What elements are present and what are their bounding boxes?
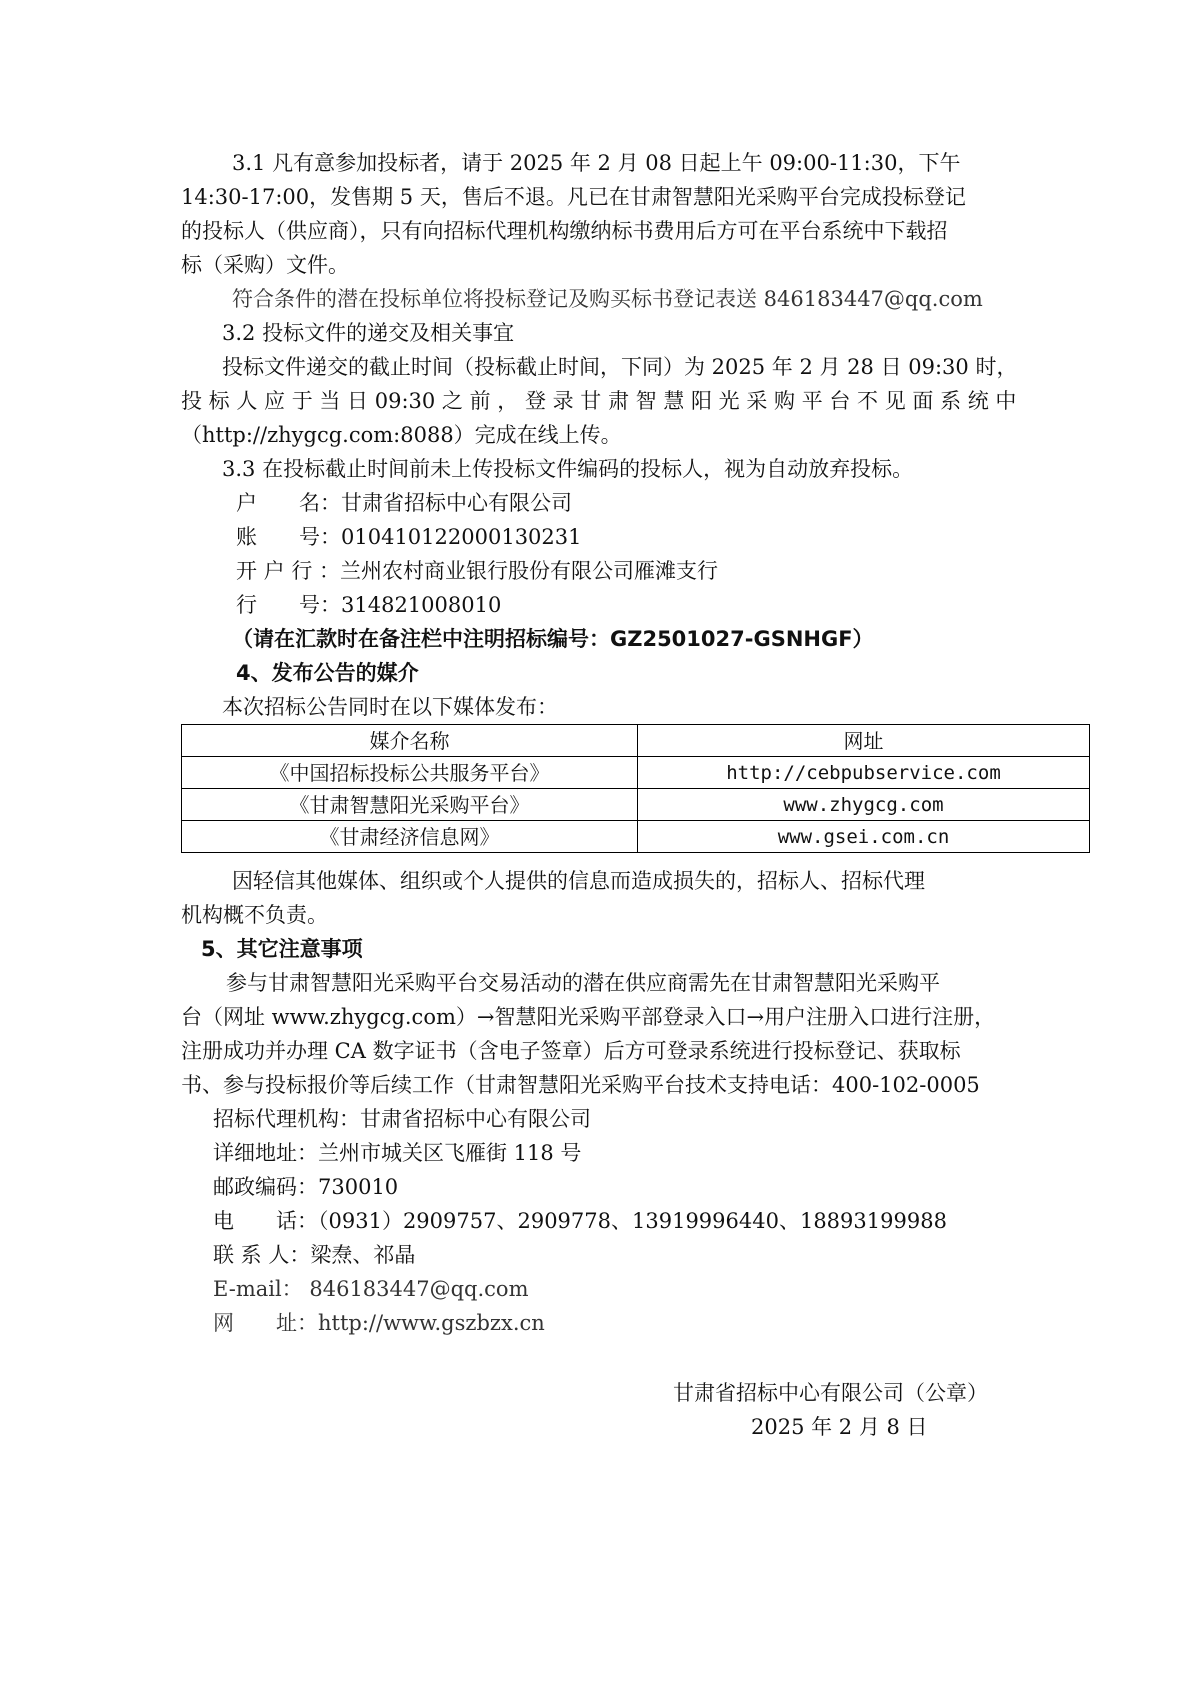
- para-3-1-line2: 14:30-17:00，发售期 5 天，售后不退。凡已在甘肃智慧阳光采购平台完成投标登记: [181, 185, 966, 209]
- section-5-line2: 台（网址 www.zhygcg.com）→智慧阳光采购平部登录入口→用户注册入口进行注册，: [181, 1005, 996, 1029]
- header-media-name: 媒介名称: [182, 725, 638, 757]
- media-table: [181, 724, 1090, 853]
- section-5-line4: 书、参与投标报价等后续工作（甘肃智慧阳光采购平台技术支持电话：400-102-0005: [181, 1073, 980, 1097]
- register-note: 符合条件的潜在投标单位将投标登记及购买标书登记表送 846183447@qq.com: [232, 287, 983, 311]
- table-row: [182, 821, 1090, 853]
- para-3-2-title: 3.2 投标文件的递交及相关事宜: [222, 321, 515, 345]
- para-3-2-line3: （http://zhygcg.com:8088）完成在线上传。: [181, 423, 622, 447]
- signature-org: 甘肃省招标中心有限公司（公章）: [673, 1381, 988, 1405]
- section-5-line1: 参与甘肃智慧阳光采购平台交易活动的潜在供应商需先在甘肃智慧阳光采购平: [226, 971, 940, 995]
- media-name-cell: 《甘肃经济信息网》: [182, 821, 638, 853]
- para-3-1-line3: 的投标人（供应商），只有向招标代理机构缴纳标书费用后方可在平台系统中下载招: [181, 219, 948, 243]
- para-3-3: 3.3 在投标截止时间前未上传投标文件编码的投标人，视为自动放弃投标。: [222, 457, 914, 481]
- bank-number: 行 号：314821008010: [236, 593, 502, 617]
- table-row: [182, 757, 1090, 789]
- para-3-1-line4: 标（采购）文件。: [181, 253, 349, 277]
- section-5-title: 5、其它注意事项: [201, 937, 363, 961]
- agency-postcode: 邮政编码：730010: [213, 1175, 399, 1199]
- remittance-remark: （请在汇款时在备注栏中注明招标编号：GZ2501027-GSNHGF）: [232, 627, 874, 651]
- section-4-title: 4、发布公告的媒介: [236, 661, 419, 685]
- header-website: 网址: [638, 725, 1090, 757]
- media-url-cell: www.zhygcg.com: [638, 789, 1090, 821]
- para-3-2-line2: 投 标 人 应 于 当 日 09:30 之 前 ， 登 录 甘 肃 智 慧 阳 光 采 购 平 台 不 见 面 系 统 中: [181, 389, 1017, 413]
- disclaimer-line2: 机构概不负责。: [181, 903, 328, 927]
- media-table-header: [182, 725, 1090, 757]
- agency-contact-person: 联 系 人：梁焘、祁晶: [213, 1243, 416, 1267]
- disclaimer-line1: 因轻信其他媒体、组织或个人提供的信息而造成损失的，招标人、招标代理: [232, 869, 925, 893]
- para-3-2-line1: 投标文件递交的截止时间（投标截止时间，下同）为 2025 年 2 月 28 日 09:30 时，: [222, 355, 1018, 379]
- signature-date: 2025 年 2 月 8 日: [751, 1415, 928, 1439]
- section-5-line3: 注册成功并办理 CA 数字证书（含电子签章）后方可登录系统进行投标登记、获取标: [181, 1039, 961, 1063]
- media-url-cell: http://cebpubservice.com: [638, 757, 1090, 789]
- agency-address: 详细地址：兰州市城关区飞雁街 118 号: [213, 1141, 582, 1165]
- agency-website: 网 址：http://www.gszbzx.cn: [213, 1311, 545, 1335]
- account-number: 账 号：010410122000130231: [236, 525, 582, 549]
- account-name: 户 名：甘肃省招标中心有限公司: [236, 491, 572, 515]
- media-name-cell: 《中国招标投标公共服务平台》: [182, 757, 638, 789]
- table-row: [182, 789, 1090, 821]
- para-3-1-line1: 3.1 凡有意参加投标者，请于 2025 年 2 月 08 日起上午 09:00-11:30，下午: [232, 151, 961, 175]
- media-intro: 本次招标公告同时在以下媒体发布：: [222, 695, 558, 719]
- media-url-cell: www.gsei.com.cn: [638, 821, 1090, 853]
- agency-phone: 电 话：（0931）2909757、2909778、13919996440、18893199988: [213, 1209, 947, 1233]
- agency-email: E-mail： 846183447@qq.com: [213, 1277, 529, 1301]
- agency-name: 招标代理机构：甘肃省招标中心有限公司: [213, 1107, 591, 1131]
- media-name-cell: 《甘肃智慧阳光采购平台》: [182, 789, 638, 821]
- bank-name: 开 户 行 ：兰州农村商业银行股份有限公司雁滩支行: [236, 559, 719, 583]
